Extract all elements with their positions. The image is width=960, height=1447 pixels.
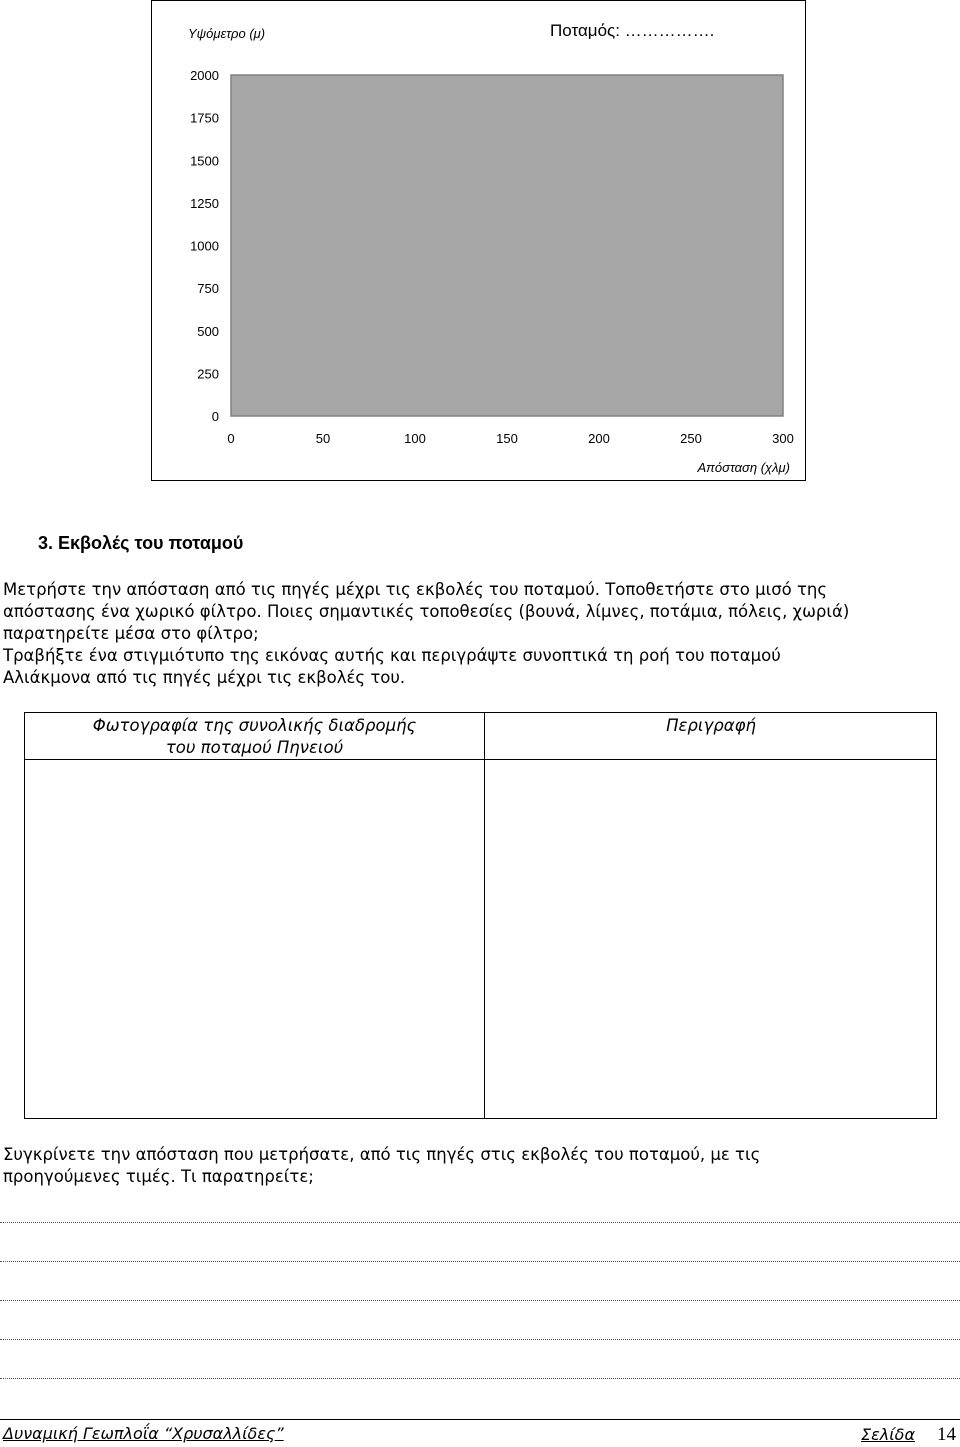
- answer-line[interactable]: [0, 1378, 960, 1379]
- chart-title: Ποταμός: …………….: [550, 21, 715, 40]
- table-header-rule: [25, 759, 936, 760]
- y-tick-label: 1250: [190, 195, 219, 211]
- chart-svg: [152, 1, 804, 479]
- answer-line[interactable]: [0, 1222, 960, 1223]
- answer-table: [24, 712, 937, 1119]
- instructions-line: Αλιάκμονα από τις πηγές μέχρι τις εκβολές του.: [3, 668, 406, 687]
- plot-area: [231, 75, 783, 416]
- x-tick-label: 300: [772, 431, 794, 446]
- instructions-line: παρατηρείτε μέσα στο φίλτρο;: [3, 624, 259, 643]
- y-tick-label: 1750: [190, 110, 219, 126]
- y-tick-label: 250: [197, 366, 219, 382]
- description-cell[interactable]: [486, 761, 936, 1118]
- photo-header-line: Φωτογραφία της συνολικής διαδρομής: [92, 716, 417, 735]
- x-tick-label: 250: [680, 431, 702, 446]
- instructions-line: Μετρήστε την απόσταση από τις πηγές μέχρι τις εκβολές του ποταμού. Τοποθετήστε στο μισό της: [3, 580, 828, 599]
- table-divider: [484, 713, 485, 1118]
- elevation-chart: [151, 0, 806, 481]
- y-tick-label: 0: [211, 409, 219, 424]
- instructions-line: απόστασης ένα χωρικό φίλτρο. Ποιες σημαντικές τοποθεσίες (βουνά, λίμνες, ποτάμια, πόλεις, χωριά): [3, 602, 850, 621]
- answer-line[interactable]: [0, 1339, 960, 1340]
- instructions-paragraph: [3, 579, 957, 689]
- page-number: 14: [937, 1424, 956, 1445]
- footer-title: Δυναμική Γεωπλοΐα “Χρυσαλλίδες”: [3, 1424, 284, 1443]
- answer-line[interactable]: [0, 1300, 960, 1301]
- x-tick-label: 100: [404, 431, 426, 446]
- footer-rule: [0, 1419, 960, 1420]
- photo-cell[interactable]: [25, 761, 483, 1118]
- x-tick-label: 200: [588, 431, 610, 446]
- photo-column-header: [25, 715, 484, 759]
- y-tick-label: 500: [197, 323, 219, 339]
- y-tick-label: 1000: [190, 238, 219, 254]
- question-line: Συγκρίνετε την απόσταση που μετρήσατε, από τις πηγές στις εκβολές του ποταμού, με τις: [3, 1145, 761, 1164]
- x-tick-label: 0: [227, 431, 235, 446]
- y-tick-label: 750: [197, 281, 219, 297]
- section-heading: 3. Εκβολές του ποταμού: [38, 533, 244, 553]
- question-paragraph: [3, 1144, 957, 1188]
- photo-header-line: του ποταμού Πηνειού: [165, 738, 344, 757]
- y-tick-label: 1500: [190, 153, 219, 169]
- page-number-block: [861, 1424, 956, 1446]
- question-line: προηγούμενες τιμές. Τι παρατηρείτε;: [3, 1167, 314, 1186]
- x-tick-label: 150: [496, 431, 518, 446]
- page-label: Σελίδα: [861, 1425, 915, 1444]
- chart-xlabel: Απόσταση (χλμ): [697, 460, 790, 475]
- chart-ylabel: Υψόμετρο (μ): [188, 26, 266, 41]
- instructions-line: Τραβήξτε ένα στιγμιότυπο της εικόνας αυτής και περιγράψτε συνοπτικά τη ροή του ποταμού: [3, 646, 781, 665]
- description-column-header: Περιγραφή: [666, 716, 756, 735]
- x-tick-label: 50: [315, 431, 331, 446]
- answer-line[interactable]: [0, 1261, 960, 1262]
- y-tick-label: 2000: [190, 68, 219, 83]
